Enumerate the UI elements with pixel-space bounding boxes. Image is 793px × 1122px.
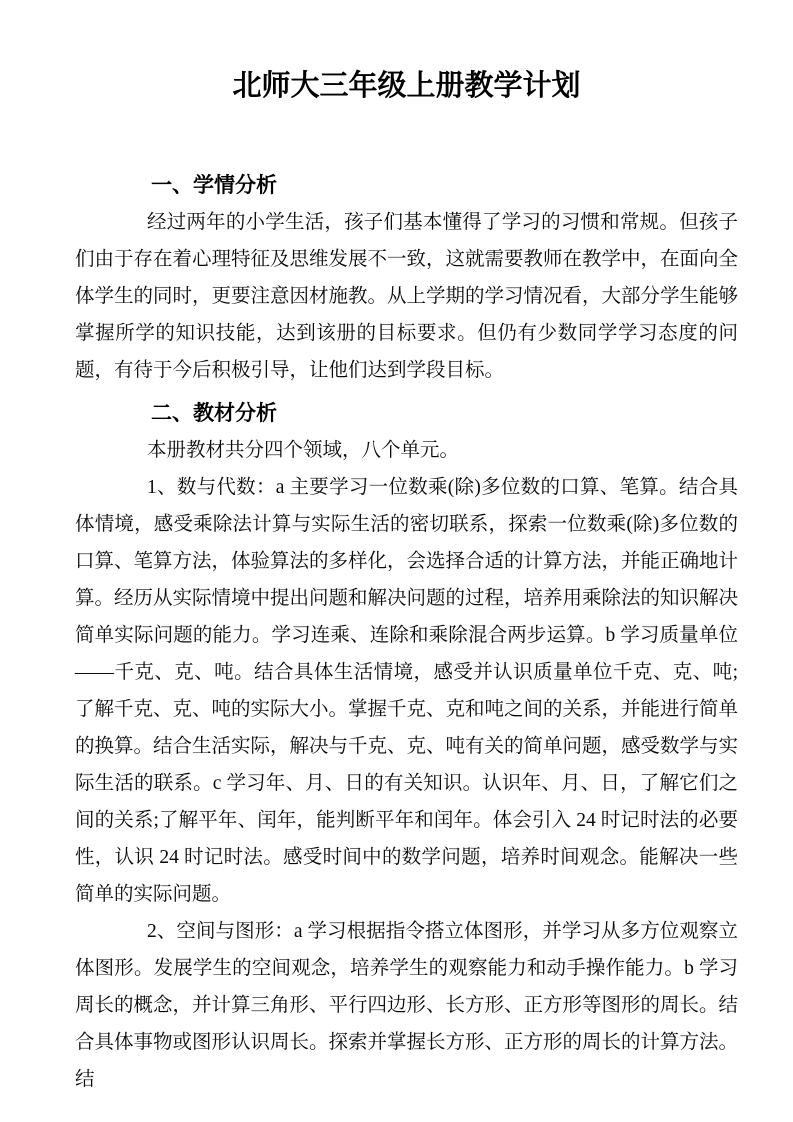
paragraph-student-situation: 经过两年的小学生活，孩子们基本懂得了学习的习惯和常规。但孩子们由于存在着心理特征及思维发展不一致，这就需要教师在教学中，在面向全体学生的同时，更要注意因材施教。从上学期的学习情况看，大部分学生能够掌握所学的知识技能，达到该册的目标要求。但仍有少数同学学习态度的问题，有待于今后积极引导，让他们达到学段目标。	[75, 212, 739, 381]
document-title: 北师大三年级上册教学计划	[232, 70, 581, 102]
section-heading-xueqing-fenxi: 一、学情分析	[151, 174, 277, 197]
paragraph-number-and-algebra: 1、数与代数：a 主要学习一位数乘(除)多位数的口算、笔算。结合具体情境，感受乘除法计算与实际生活的密切联系，探索一位数乘(除)多位数的口算、笔算方法，体验算法的多样化，会选择合适的计算方法，并能正确地计算。经历从实际情境中提出问题和解决问题的过程，培养用乘除法的知识解决简单实际问题的能力。学习连乘、连除和乘除混合两步运算。b 学习质量单位——千克、克、吨。结合具体生活情境，感受并认识质量单位千克、克、吨;了解千克、克、吨的实际大小。掌握千克、克和吨之间的关系，并能进行简单的换算。结合生活实际，解决与千克、克、吨有关的简单问题，感受数学与实际生活的联系。c 学习年、月、日的有关知识。认识年、月、日，了解它们之间的关系;了解平年、闰年，能判断平年和闰年。体会引入 24 时记时法的必要性，认识 24 时记时法。感受时间中的数学问题，培养时间观念。能解决一些简单的实际问题。	[75, 477, 739, 905]
paragraph-textbook-overview: 本册教材共分四个领域，八个单元。	[147, 440, 460, 461]
paragraph-space-and-shapes: 2、空间与图形：a 学习根据指令搭立体图形，并学习从多方位观察立体图形。发展学生的空间观念，培养学生的观察能力和动手操作能力。b 学习周长的概念，并计算三角形、平行四边形、长方形、正方形等图形的周长。结合具体事物或图形认识周长。探索并掌握长方形、正方形的周长的计算方法。结	[75, 921, 739, 1090]
section-heading-jiaocai-fenxi: 二、教材分析	[151, 402, 277, 425]
